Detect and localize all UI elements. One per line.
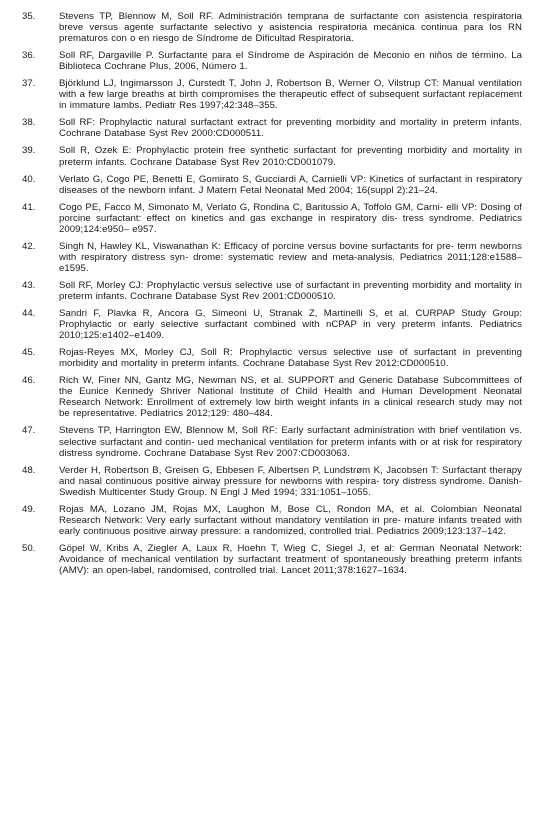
reference-item — [22, 241, 522, 274]
reference-item — [22, 504, 522, 537]
reference-number: 39. — [22, 145, 36, 157]
reference-text: Rojas-Reyes MX, Morley CJ, Soll R: Prophylactic versus selective use of surfactant in preventing morbidity and mortality in preterm infants. Cochrane Database Syst Rev 2012:CD000510. — [59, 347, 522, 370]
reference-text: Björklund LJ, Ingimarsson J, Curstedt T, John J, Robertson B, Werner O, Vilstrup CT: Manual ventilation with a few large breaths at birth compromises the therapeutic effect of subsequent surfactant replacement in immature lambs. Pediatr Res 1997;42:348–355. — [59, 78, 522, 112]
reference-number: 36. — [22, 50, 36, 62]
reference-text: Stevens TP, Blennow M, Soll RF. Administración temprana de surfactante con asistencia respiratoria breve versus agente surfactante selectivo y asistencia respiratoria mecánica continua para los RN prematuros con o en riesgo de Síndrome de Dificultad Respiratoria. — [59, 11, 522, 45]
reference-item — [22, 543, 522, 576]
reference-number: 42. — [22, 240, 36, 252]
reference-text: Singh N, Hawley KL, Viswanathan K: Efficacy of porcine versus bovine surfactants for pre- term newborns with respiratory distress syn- drome: systematic review and meta-analysis. Pediatrics 2011;128:e1588–e1595. — [59, 240, 522, 274]
reference-item — [22, 280, 522, 302]
reference-item — [22, 174, 522, 196]
reference-text: Soll RF: Prophylactic natural surfactant extract for preventing morbidity and mortality in preterm infants. Cochrane Database Syst Rev 2000:CD000511. — [59, 117, 522, 140]
reference-item — [22, 308, 522, 341]
reference-number: 38. — [22, 117, 36, 129]
reference-number: 46. — [22, 375, 36, 387]
reference-text: Cogo PE, Facco M, Simonato M, Verlato G, Rondina C, Baritussio A, Toffolo GM, Carni- elli VP: Dosing of porcine surfactant: effect on kinetics and gas exchange in respiratory dis- tress syndrome. Pediatrics 2009;124:e950– e957. — [59, 201, 522, 235]
reference-item — [22, 50, 522, 72]
reference-text: Soll R, Ozek E: Prophylactic protein free synthetic surfactant for preventing morbidity and mortality in preterm infants. Cochrane Database Syst Rev 2010:CD001079. — [59, 145, 522, 168]
reference-item — [22, 202, 522, 235]
reference-text: Rich W, Finer NN, Gantz MG, Newman NS, et al. SUPPORT and Generic Database Subcommittees of the Eunice Kennedy Shriver National Institute of Child Health and Human Development Neonatal Research Network: Enrollment of extremely low birth weight infants in a clinical research study may not be representative. Pediatrics 2012;129: 480–484. — [59, 375, 522, 420]
reference-text: Sandri F, Plavka R, Ancora G, Simeoni U, Stranak Z, Martinelli S, et al. CURPAP Study Group: Prophylactic or early selective surfactant combined with nCPAP in very preterm infants. Pediatrics 2010;125:e1402–e1409. — [59, 308, 522, 342]
reference-number: 48. — [22, 464, 36, 476]
reference-item — [22, 145, 522, 167]
reference-number: 49. — [22, 503, 36, 515]
reference-text: Verder H, Robertson B, Greisen G, Ebbesen F, Albertsen P, Lundstrøm K, Jacobsen T: Surfactant therapy and nasal continuous positive airway pressure for newborns with respira- tory distress syndrome. Danish-Swedish Multicenter Study Group. N Engl J Med 1994; 331:1051–1055. — [59, 464, 522, 498]
reference-item — [22, 347, 522, 369]
reference-number: 45. — [22, 347, 36, 359]
reference-number: 40. — [22, 173, 36, 185]
reference-text: Soll RF, Dargaville P. Surfactante para el Síndrome de Aspiración de Meconio en niños de término. La Biblioteca Cochrane Plus, 2006, Número 1. — [59, 50, 522, 73]
reference-item — [22, 465, 522, 498]
reference-item — [22, 425, 522, 458]
reference-number: 47. — [22, 425, 36, 437]
reference-item — [22, 117, 522, 139]
reference-number: 35. — [22, 11, 36, 22]
reference-text: Verlato G, Cogo PE, Benetti E, Gomirato S, Gucciardi A, Carnielli VP: Kinetics of surfactant in respiratory diseases of the newborn infant. J Matern Fetal Neonatal Med 2004; 16(suppl 2):21–24. — [59, 173, 522, 196]
reference-number: 44. — [22, 308, 36, 320]
reference-text: Göpel W, Kribs A, Ziegler A, Laux R, Hoehn T, Wieg C, Siegel J, et al: German Neonatal Network: Avoidance of mechanical ventilation by surfactant treatment of spontaneously breathing preterm infants (AMV): an open-label, randomised, controlled trial. Lancet 2011;378:1627–1634. — [59, 542, 522, 576]
reference-number: 41. — [22, 201, 36, 213]
reference-number: 37. — [22, 78, 36, 90]
reference-text: Soll RF, Morley CJ: Prophylactic versus selective use of surfactant in preventing morbidity and mortality in preterm infants. Cochrane Database Syst Rev 2001:CD000510. — [59, 279, 522, 302]
reference-text: Stevens TP, Harrington EW, Blennow M, Soll RF: Early surfactant administration with brief ventilation vs. selective surfactant and contin- ued mechanical ventilation for preterm infants with or at risk for respiratory distress syndrome. Cochrane Database Syst Rev 2007:CD003063. — [59, 425, 522, 459]
reference-item — [22, 375, 522, 419]
reference-number: 50. — [22, 542, 36, 554]
reference-number: 43. — [22, 279, 36, 291]
reference-item — [22, 11, 522, 44]
reference-text: Rojas MA, Lozano JM, Rojas MX, Laughon M, Bose CL, Rondon MA, et al. Colombian Neonatal Research Network: Very early surfactant without mandatory ventilation in pre- mature infants treated with early continuous positive airway pressure: a randomized, controlled trial. Pediatrics 2009;123:137–142. — [59, 503, 522, 537]
reference-list — [22, 11, 522, 582]
reference-item — [22, 78, 522, 111]
